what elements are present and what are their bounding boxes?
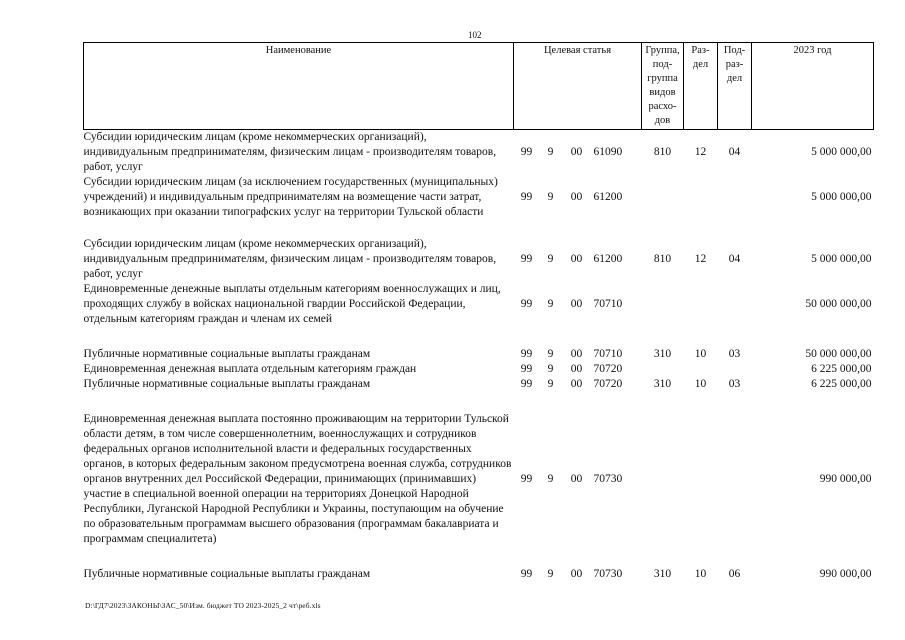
row-name: Публичные нормативные социальные выплаты гражданам xyxy=(83,378,371,390)
target-code-subprogram: 9 xyxy=(547,348,554,360)
row-name: Единовременные денежные выплаты отдельным категориям военнослужащих и лиц, проходящих службу в войсках национальной гвардии Российской Федерации, отдельным категориям граждан и членам их семей xyxy=(83,283,501,325)
expense-group xyxy=(642,412,684,567)
target-code-program: 99 xyxy=(520,298,533,310)
target-code-program: 99 xyxy=(520,378,533,390)
target-code-direction: 70730 xyxy=(593,568,623,580)
target-code-subprogram: 9 xyxy=(547,363,554,375)
expense-group: 310 xyxy=(653,348,672,360)
row-name: Единовременная денежная выплата постоянно проживающим на территории Тульской области детям, в том числе совершеннолетним, военнослужащих и сотрудников федеральных органов исполнительной власти и федеральных государственных органов, в которых федеральным законом предусмотрена военная служба, сотрудников органов внутренних дел Российской Федерации, принимающих (принимавших) участие в специальной военной операции на территориях Донецкой Народной Республики, Луганской Народной Республики и Украины, поступающим на обучение по образовательным программам высшего образования (программам бакалавриата и программам специалитета) xyxy=(83,413,512,545)
target-code-program: 99 xyxy=(520,363,533,375)
section-code xyxy=(684,412,718,567)
subsection-code: 03 xyxy=(728,378,741,390)
row-name: Субсидии юридическим лицам (кроме некоммерческих организаций), индивидуальным предпринимателям, физическим лицам - производителям товаров, работ, услуг xyxy=(83,238,497,280)
target-code-element: 00 xyxy=(570,191,583,203)
amount-2023: 6 225 000,00 xyxy=(811,378,872,390)
target-code-direction: 61200 xyxy=(593,191,623,203)
target-code-direction: 70720 xyxy=(593,363,623,375)
header-expense-group: Группа, под-группа видов расхо-дов xyxy=(642,43,684,130)
target-code-element: 00 xyxy=(570,348,583,360)
section-code xyxy=(684,362,718,377)
subsection-code: 04 xyxy=(728,253,741,265)
table-row xyxy=(84,282,874,347)
target-code-program: 99 xyxy=(520,348,533,360)
target-code-element: 00 xyxy=(570,568,583,580)
target-code-subprogram: 9 xyxy=(547,568,554,580)
target-code-program: 99 xyxy=(520,146,533,158)
row-name: Единовременная денежная выплата отдельным категориям граждан xyxy=(83,363,417,375)
target-code-program: 99 xyxy=(520,191,533,203)
amount-2023: 50 000 000,00 xyxy=(805,348,872,360)
budget-table xyxy=(83,42,874,582)
section-code: 10 xyxy=(694,348,707,360)
header-subsection: Под-раз-дел xyxy=(718,43,752,130)
page-number: 102 xyxy=(468,30,482,40)
target-code-subprogram: 9 xyxy=(547,473,554,485)
amount-2023: 6 225 000,00 xyxy=(811,363,872,375)
expense-group: 310 xyxy=(653,378,672,390)
target-code-direction: 70710 xyxy=(593,348,623,360)
expense-group: 810 xyxy=(653,253,672,265)
expense-group xyxy=(642,362,684,377)
target-code-subprogram: 9 xyxy=(547,378,554,390)
amount-2023: 5 000 000,00 xyxy=(811,146,872,158)
target-code-element: 00 xyxy=(570,146,583,158)
target-code-element: 00 xyxy=(570,473,583,485)
target-code-direction: 61200 xyxy=(593,253,623,265)
table-row xyxy=(84,347,874,362)
subsection-code xyxy=(718,282,752,347)
section-code xyxy=(684,282,718,347)
target-code-direction: 61090 xyxy=(593,146,623,158)
target-code-program: 99 xyxy=(520,253,533,265)
amount-2023: 5 000 000,00 xyxy=(811,191,872,203)
target-code-direction: 70710 xyxy=(593,298,623,310)
target-code-subprogram: 9 xyxy=(547,298,554,310)
subsection-code: 04 xyxy=(728,146,741,158)
target-code-program: 99 xyxy=(520,473,533,485)
target-code-element: 00 xyxy=(570,363,583,375)
subsection-code xyxy=(718,362,752,377)
subsection-code: 06 xyxy=(728,568,741,580)
target-code-subprogram: 9 xyxy=(547,253,554,265)
target-code-subprogram: 9 xyxy=(547,191,554,203)
table-row xyxy=(84,362,874,377)
section-code: 12 xyxy=(694,253,707,265)
section-code: 10 xyxy=(694,378,707,390)
expense-group: 310 xyxy=(653,568,672,580)
expense-group: 810 xyxy=(653,146,672,158)
amount-2023: 990 000,00 xyxy=(819,568,872,580)
subsection-code xyxy=(718,175,752,237)
subsection-code: 03 xyxy=(728,348,741,360)
table-row xyxy=(84,175,874,237)
target-code-direction: 70720 xyxy=(593,378,623,390)
table-row xyxy=(84,567,874,582)
header-section: Раз-дел xyxy=(684,43,718,130)
table-row xyxy=(84,412,874,567)
table-row xyxy=(84,130,874,176)
subsection-code xyxy=(718,412,752,567)
header-target-article: Целевая статья xyxy=(514,43,642,130)
expense-group xyxy=(642,282,684,347)
amount-2023: 50 000 000,00 xyxy=(805,298,872,310)
amount-2023: 5 000 000,00 xyxy=(811,253,872,265)
header-year-2023: 2023 год xyxy=(752,43,874,130)
table-header-row xyxy=(84,43,874,130)
row-name: Публичные нормативные социальные выплаты гражданам xyxy=(83,348,371,360)
row-name: Субсидии юридическим лицам (за исключением государственных (муниципальных) учреждений) и индивидуальным предпринимателям на возмещение части затрат, возникающих при оказании типографских услуг на территории Тульской области xyxy=(83,176,498,218)
section-code xyxy=(684,175,718,237)
target-code-subprogram: 9 xyxy=(547,146,554,158)
target-code-direction: 70730 xyxy=(593,473,623,485)
expense-group xyxy=(642,175,684,237)
section-code: 12 xyxy=(694,146,707,158)
target-code-element: 00 xyxy=(570,298,583,310)
row-name: Публичные нормативные социальные выплаты гражданам xyxy=(83,568,371,580)
table-row xyxy=(84,377,874,412)
header-name: Наименование xyxy=(84,43,514,130)
target-code-element: 00 xyxy=(570,253,583,265)
file-path-footer: D:\ГД7\2023\ЗАКОНЫ\ЗАС_50\Изм. бюджет ТО 2023-2025_2 чт\реб.xls xyxy=(85,601,321,610)
row-name: Субсидии юридическим лицам (кроме некоммерческих организаций), индивидуальным предпринимателям, физическим лицам - производителям товаров, работ, услуг xyxy=(83,131,497,173)
target-code-element: 00 xyxy=(570,378,583,390)
section-code: 10 xyxy=(694,568,707,580)
amount-2023: 990 000,00 xyxy=(819,473,872,485)
target-code-program: 99 xyxy=(520,568,533,580)
table-row xyxy=(84,237,874,282)
